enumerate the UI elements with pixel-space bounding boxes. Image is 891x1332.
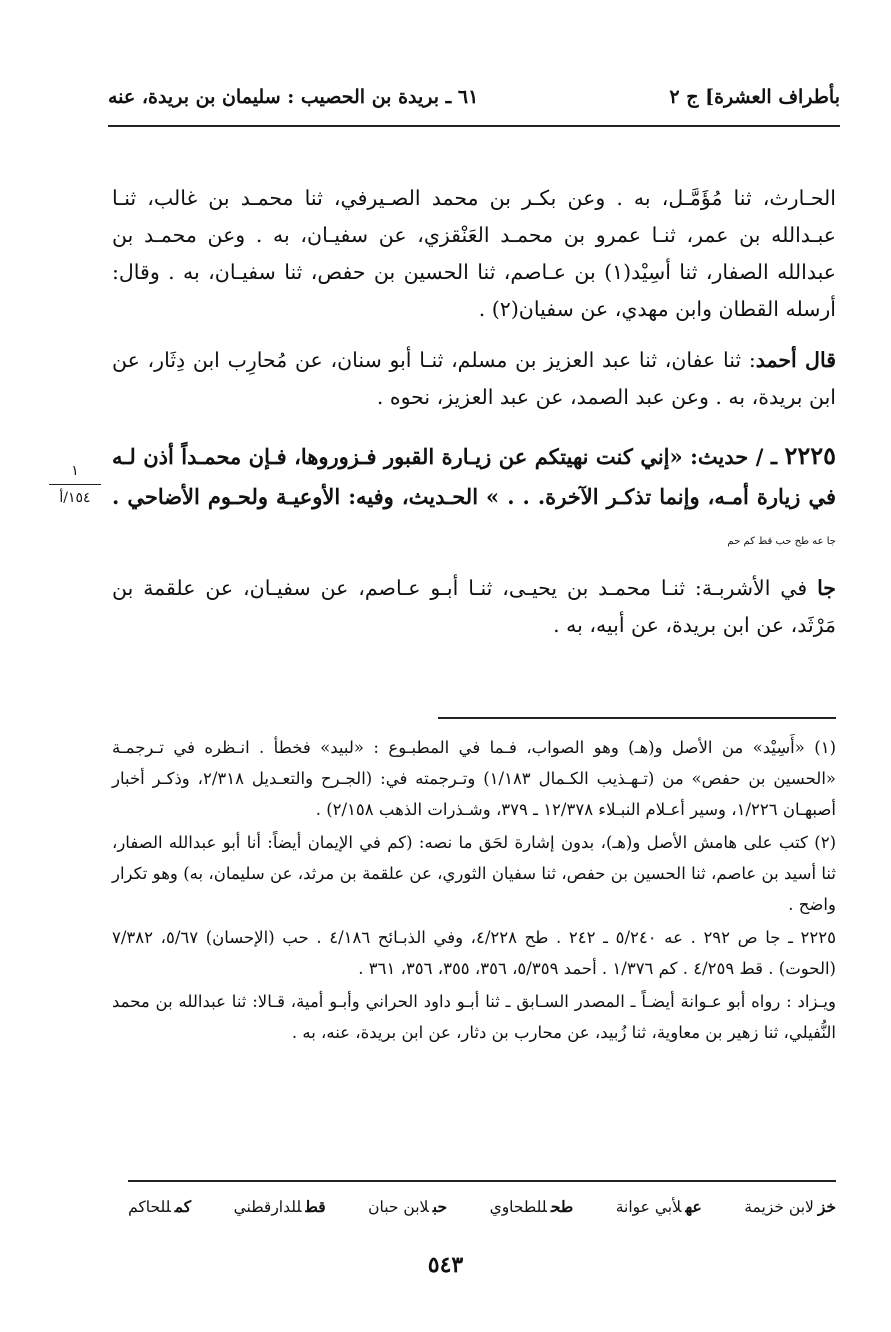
abbr-item xyxy=(368,1197,447,1216)
abbr-item xyxy=(744,1197,836,1216)
margin-reference xyxy=(45,460,105,509)
abbr-item xyxy=(128,1197,191,1216)
abbr-meaning: للدارقطني xyxy=(233,1198,302,1216)
header-volume: بأطراف العشرة] ج ٢ xyxy=(669,86,840,108)
abbr-item xyxy=(616,1197,702,1216)
page-number: ٥٤٣ xyxy=(427,1252,464,1278)
margin-ref-bottom: ١٥٤/أ xyxy=(59,490,91,506)
paragraph-3 xyxy=(112,570,836,644)
hadith-sigla: جا عه طح حب قط كم حم xyxy=(727,536,836,547)
footnote-1: (١) «أَسِيْد» من الأصل و(هـ) وهو الصواب، فـما في المطبـوع : «لبيد» فخطأ . انـظره في تـرجمـة «الحسين بن حفص» من (تـهـذيب الكـمال ١/١٨٣) وتـرجمته في: (الجـرح والتعـديل ٢/٣١٨، وذكـر أخبار أصبهـان ١/٢٢٦، وسير أعـلام النبـلاء ١٢/٣٧٨ ـ ٣٧٩، وشـذرات الذهب ٢/١٥٨) . xyxy=(112,738,836,819)
abbr-item xyxy=(490,1197,574,1216)
abbr-code: خز xyxy=(817,1197,836,1216)
main-text xyxy=(112,180,836,658)
margin-ref-line xyxy=(49,484,101,485)
abbr-code: قط xyxy=(305,1197,326,1216)
abbr-meaning: لابن حبان xyxy=(368,1198,429,1216)
header-chapter: ٦١ ـ بريدة بن الحصيب : سليمان بن بريدة، عنه xyxy=(108,86,479,108)
hadith-entry xyxy=(112,436,836,562)
running-header xyxy=(108,86,840,108)
footnote-sources: ٢٢٢٥ ـ جا ص ٢٩٢ . عه ٥/٢٤٠ ـ ٢٤٢ . طح ٤/٢٢٨، وفي الذبـائح ٤/١٨٦ . حب (الإحسان) ٥/٦٧، ٧/٣٨٢ (الحوت) . قط ٤/٢٥٩ . كم ١/٣٧٦ . أحمد ٥/٣٥٩، ٣٥٦، ٣٥٥، ٣٥٦، ٣٦١ . xyxy=(112,928,836,978)
footnotes xyxy=(112,732,836,1050)
paragraph-2 xyxy=(112,342,836,416)
source-citation: قال أحمد xyxy=(755,348,836,372)
source-citation-2: جا xyxy=(817,576,836,600)
hadith-number: ٢٢٢٥ xyxy=(784,441,837,470)
paragraph-3-text: في الأشربـة: ثنـا محمـد بن يحيـى، ثنـا أبـو عـاصم، عن سفيـان، عن علقمة بن مَرْثَد، عن ابن بريدة، عن أبيه، به . xyxy=(112,576,836,637)
abbr-meaning: للحاكم xyxy=(128,1198,171,1216)
footnote-additions: ويـزاد : رواه أبو عـوانة أيضـاً ـ المصدر السـابق ـ ثنا أبـو داود الحراني وأبـو أمية، قـالا: ثنا عبدالله بن محمد النُّفيلي، ثنا زهير بن معاوية، ثنا زُبيد، عن محارب بن دثار، عن ابن بريدة، عنه، به . xyxy=(112,992,836,1042)
abbreviations-key xyxy=(128,1197,836,1216)
margin-ref-top: ١ xyxy=(71,463,79,479)
abbr-code: حب xyxy=(432,1197,448,1216)
abbreviations-rule xyxy=(128,1180,836,1182)
footnote-2: (٢) كتب على هامش الأصل و(هـ)، بدون إشارة لحَق ما نصه: (كم في الإيمان أيضاً: أنا أبو عبدالله الصفار، ثنا أسيد بن عاصم، ثنا الحسين بن حفص، ثنا سفيان الثوري، عن علقمة بن مرثد، عن سليمان، به) وهو تكرار واضح . xyxy=(112,833,836,914)
abbr-code: كم xyxy=(174,1197,192,1216)
abbr-item xyxy=(234,1197,326,1216)
abbr-code: طح xyxy=(550,1197,574,1216)
footnote-separator xyxy=(438,717,836,719)
header-rule xyxy=(108,125,840,127)
paragraph-1: الحـارث، ثنا مُؤَمَّـل، به . وعن بكـر بن محمد الصـيرفي، ثنا محمـد بن غالب، ثنـا عبـدالله بن عمر، ثنـا عمرو بن محمـد العَنْقزي، عن سفيـان، به . وعن محمـد بن عبدالله الصفار، ثنا أسِيْد(١) بن عـاصم، ثنا الحسين بن حفص، ثنا سفيـان، به . وقال: أرسله القطان وابن مهدي، عن سفيان(٢) . xyxy=(112,186,836,321)
paragraph-2-text: : ثنا عفان، ثنا عبد العزيز بن مسلم، ثنـا أبو سنان، عن مُحارِب ابن دِثَار، عن ابن بريدة، به . وعن عبد الصمد، عن عبد العزيز، نحوه . xyxy=(112,348,836,409)
abbr-meaning: للطحاوي xyxy=(489,1198,547,1216)
abbr-meaning: لابن خزيمة xyxy=(744,1198,814,1216)
abbr-code: عه xyxy=(685,1197,702,1216)
hadith-text: ـ / حديث: «إني كنت نهيتكم عن زيـارة القبور فـزوروها، فـإن محمـداً أذن لـه في زيارة أمـه، وإنما تذكـر الآخرة. . . » الحـديث، وفيه: الأوعيـة ولحـوم الأضاحي . xyxy=(112,444,837,509)
abbr-meaning: لأبي عوانة xyxy=(615,1198,682,1216)
